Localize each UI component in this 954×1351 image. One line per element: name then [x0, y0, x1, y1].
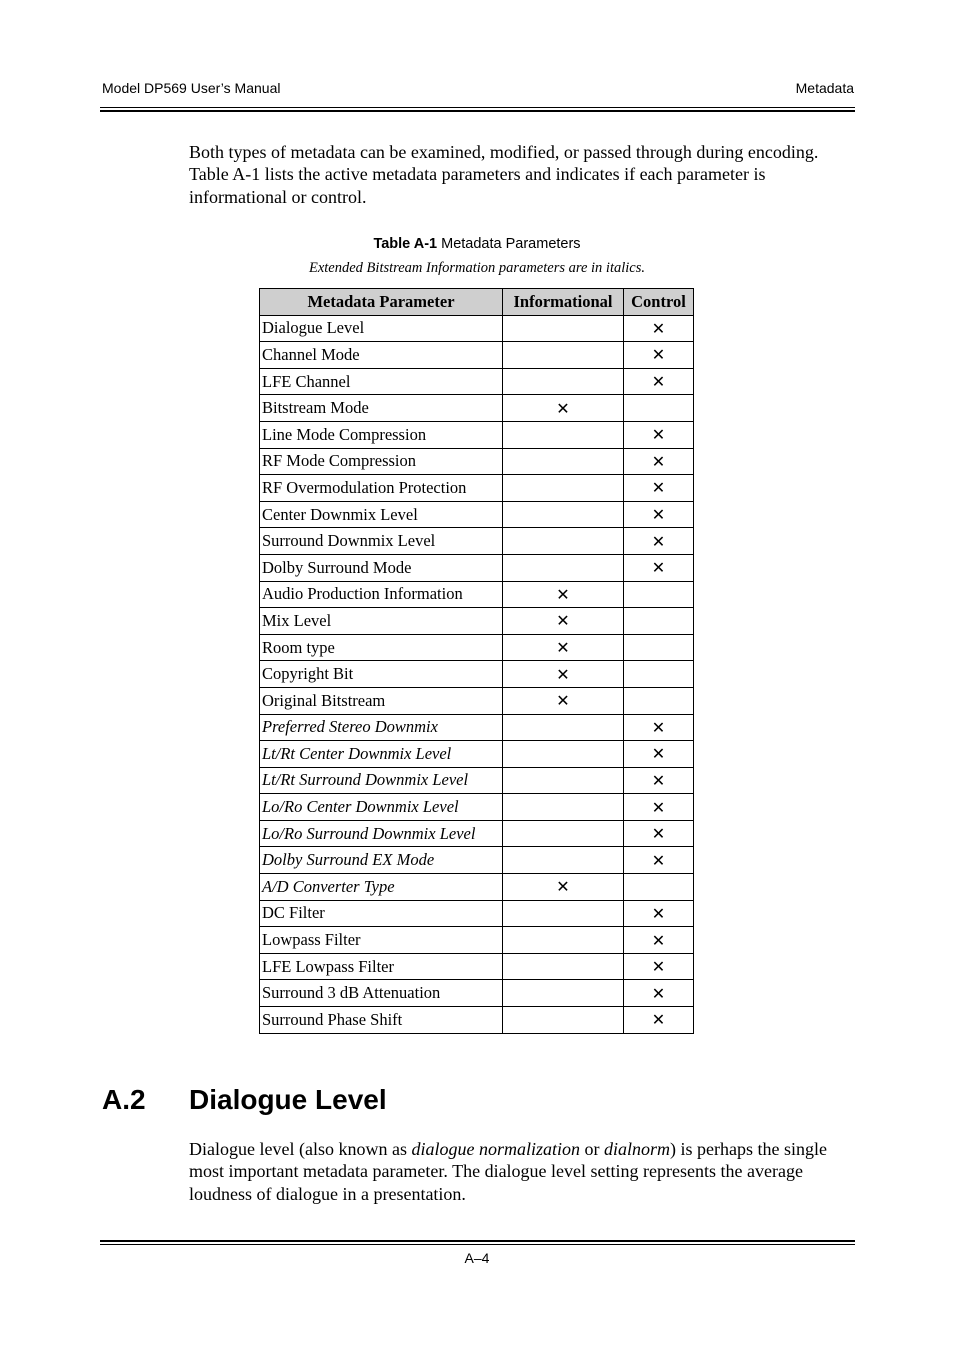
control-cell [624, 687, 694, 714]
control-mark: ✕ [624, 421, 694, 448]
parameter-name: Lo/Ro Center Downmix Level [260, 794, 503, 821]
parameter-name: Lo/Ro Surround Downmix Level [260, 820, 503, 847]
table-row [260, 342, 694, 369]
table-row [260, 554, 694, 581]
parameter-name: Room type [260, 634, 503, 661]
informational-cell [503, 767, 624, 794]
section-paragraph [189, 1138, 839, 1205]
control-mark: ✕ [624, 794, 694, 821]
parameter-name: Mix Level [260, 608, 503, 635]
parameter-name: Surround Downmix Level [260, 528, 503, 555]
table-row [260, 501, 694, 528]
control-mark: ✕ [624, 820, 694, 847]
informational-cell [503, 421, 624, 448]
parameter-name: Surround Phase Shift [260, 1007, 503, 1034]
informational-mark: ✕ [503, 687, 624, 714]
informational-cell [503, 315, 624, 342]
parameter-name: Surround 3 dB Attenuation [260, 980, 503, 1007]
table-row [260, 421, 694, 448]
page-number: A–4 [464, 1250, 490, 1266]
parameter-name: Bitstream Mode [260, 395, 503, 422]
control-cell [624, 874, 694, 901]
parameter-name: Lowpass Filter [260, 927, 503, 954]
table-row [260, 687, 694, 714]
control-mark: ✕ [624, 953, 694, 980]
parameter-name: RF Mode Compression [260, 448, 503, 475]
informational-cell [503, 847, 624, 874]
table-row [260, 741, 694, 768]
parameter-name: Dolby Surround Mode [260, 554, 503, 581]
control-cell [624, 581, 694, 608]
table-row [260, 980, 694, 1007]
table-caption-text: Metadata Parameters [437, 236, 581, 252]
parameter-name: Dolby Surround EX Mode [260, 847, 503, 874]
parameter-name: LFE Lowpass Filter [260, 953, 503, 980]
footer-rule [100, 1240, 855, 1245]
table-row [260, 368, 694, 395]
parameter-name: Original Bitstream [260, 687, 503, 714]
informational-mark: ✕ [503, 661, 624, 688]
table-row [260, 528, 694, 555]
informational-cell [503, 1007, 624, 1034]
table-row [260, 794, 694, 821]
table-row [260, 315, 694, 342]
parameter-name: Channel Mode [260, 342, 503, 369]
informational-cell [503, 794, 624, 821]
informational-mark: ✕ [503, 608, 624, 635]
parameter-name: Lt/Rt Surround Downmix Level [260, 767, 503, 794]
informational-mark: ✕ [503, 874, 624, 901]
table-row [260, 847, 694, 874]
control-mark: ✕ [624, 980, 694, 1007]
section-text-3: ) is perhaps the single most important metadata parameter. The dialogue level setting represents the average loudness of dialogue in a presentation. [189, 1139, 827, 1204]
table-body [260, 315, 694, 1033]
control-mark: ✕ [624, 554, 694, 581]
parameter-name: Center Downmix Level [260, 501, 503, 528]
informational-cell [503, 368, 624, 395]
table-row [260, 581, 694, 608]
informational-cell [503, 980, 624, 1007]
control-mark: ✕ [624, 368, 694, 395]
intro-paragraph: Both types of metadata can be examined, modified, or passed through during encoding. Table A-1 lists the active metadata parameters and indicates if each parameter is informational or control. [189, 142, 819, 207]
table-subcaption: Extended Bitstream Information parameters are in italics. [308, 260, 645, 276]
control-mark: ✕ [624, 475, 694, 502]
control-mark: ✕ [624, 342, 694, 369]
informational-mark: ✕ [503, 581, 624, 608]
informational-mark: ✕ [503, 634, 624, 661]
table-row [260, 608, 694, 635]
section-term-dialogue-normalization: dialogue normalization [411, 1139, 580, 1159]
control-cell [624, 608, 694, 635]
control-mark: ✕ [624, 528, 694, 555]
parameter-name: Lt/Rt Center Downmix Level [260, 741, 503, 768]
section-term-dialnorm: dialnorm [603, 1139, 670, 1159]
section-text-1: Dialogue level (also known as [189, 1139, 412, 1159]
table-caption-label: Table A-1 [373, 236, 438, 252]
control-mark: ✕ [624, 847, 694, 874]
informational-cell [503, 448, 624, 475]
table-row [260, 1007, 694, 1034]
table-row [260, 395, 694, 422]
control-mark: ✕ [624, 448, 694, 475]
table-row [260, 874, 694, 901]
table-row [260, 475, 694, 502]
parameter-name: A/D Converter Type [260, 874, 503, 901]
table-row [260, 900, 694, 927]
section-text-2: or [579, 1139, 604, 1159]
table-row [260, 661, 694, 688]
parameter-name: Copyright Bit [260, 661, 503, 688]
parameter-name: Line Mode Compression [260, 421, 503, 448]
manual-title: Model DP569 User’s Manual [102, 80, 281, 96]
chapter-title: Metadata [795, 80, 854, 96]
control-mark: ✕ [624, 767, 694, 794]
informational-cell [503, 820, 624, 847]
control-cell [624, 634, 694, 661]
informational-cell [503, 475, 624, 502]
table-row [260, 927, 694, 954]
parameter-name: DC Filter [260, 900, 503, 927]
parameter-name: Dialogue Level [260, 315, 503, 342]
section-number: A.2 [102, 1084, 146, 1115]
control-mark: ✕ [624, 927, 694, 954]
table-row [260, 767, 694, 794]
informational-cell [503, 554, 624, 581]
control-cell [624, 395, 694, 422]
table-row [260, 820, 694, 847]
control-cell [624, 661, 694, 688]
parameter-name: Audio Production Information [260, 581, 503, 608]
informational-cell [503, 528, 624, 555]
informational-cell [503, 927, 624, 954]
control-mark: ✕ [624, 714, 694, 741]
control-mark: ✕ [624, 501, 694, 528]
control-mark: ✕ [624, 1007, 694, 1034]
control-mark: ✕ [624, 315, 694, 342]
table-caption [0, 236, 954, 252]
informational-cell [503, 741, 624, 768]
section-title: Dialogue Level [189, 1084, 387, 1115]
informational-mark: ✕ [503, 395, 624, 422]
control-mark: ✕ [624, 741, 694, 768]
table-header-row [260, 289, 694, 316]
parameter-name: Preferred Stereo Downmix [260, 714, 503, 741]
column-header-informational: Informational [503, 289, 624, 316]
parameter-name: RF Overmodulation Protection [260, 475, 503, 502]
informational-cell [503, 900, 624, 927]
table-row [260, 448, 694, 475]
informational-cell [503, 714, 624, 741]
table-row [260, 953, 694, 980]
column-header-control: Control [624, 289, 694, 316]
informational-cell [503, 342, 624, 369]
informational-cell [503, 953, 624, 980]
page-header [102, 80, 854, 100]
control-mark: ✕ [624, 900, 694, 927]
header-rule [100, 107, 855, 112]
table-row [260, 634, 694, 661]
parameter-name: LFE Channel [260, 368, 503, 395]
column-header-parameter: Metadata Parameter [260, 289, 503, 316]
table-row [260, 714, 694, 741]
metadata-parameters-table [259, 288, 694, 1034]
informational-cell [503, 501, 624, 528]
